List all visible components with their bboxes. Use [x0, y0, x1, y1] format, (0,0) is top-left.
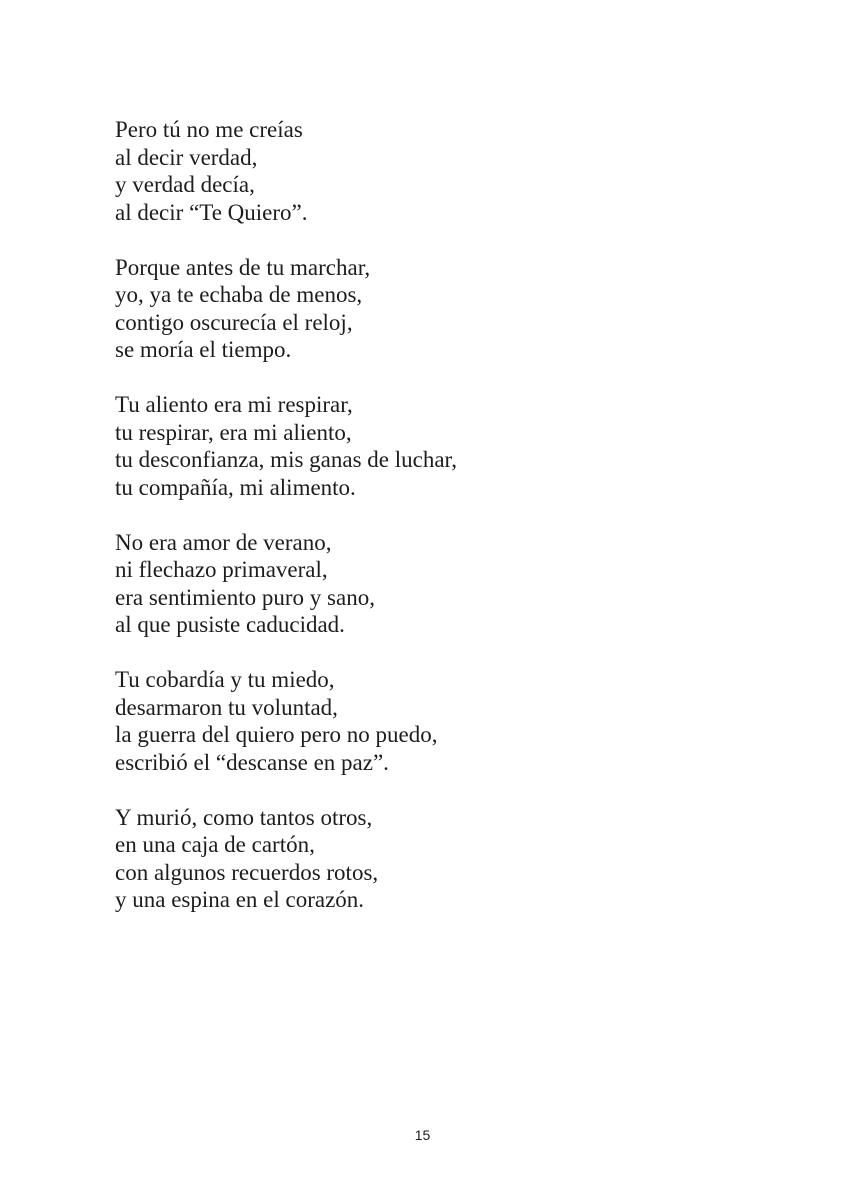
stanza-4 [115, 529, 795, 639]
poem-line: Porque antes de tu marchar, [115, 254, 371, 280]
stanza-5 [115, 666, 795, 776]
poem-line: desarmaron tu voluntad, [115, 694, 338, 720]
poem-line: en una caja de cartón, [115, 832, 315, 857]
poem-line: ni flechazo primaveral, [115, 557, 328, 582]
poem-line: No era amor de verano, [115, 529, 332, 555]
poem-line: Tu cobardía y tu miedo, [115, 667, 335, 692]
poem-line: Tu aliento era mi respirar, [115, 392, 353, 417]
poem-line: tu compañía, mi alimento. [115, 474, 356, 500]
stanza-2 [115, 254, 795, 364]
poem-line: al decir “Te Quiero”. [115, 199, 308, 225]
poem-line: al que pusiste caducidad. [115, 612, 345, 637]
poem-line: tu desconfianza, mis ganas de luchar, [115, 447, 458, 472]
page-number: 15 [414, 1127, 431, 1143]
poem-line: con algunos recuerdos rotos, [115, 859, 379, 885]
poem-line: Y murió, como tantos otros, [115, 804, 373, 830]
poem-line: tu respirar, era mi aliento, [115, 419, 352, 445]
poem-line: yo, ya te echaba de menos, [115, 282, 363, 307]
stanza-6 [115, 804, 795, 914]
poem [115, 116, 795, 941]
poem-line: era sentimiento puro y sano, [115, 584, 375, 610]
poem-line: y una espina en el corazón. [115, 887, 365, 912]
poem-line: la guerra del quiero pero no puedo, [115, 722, 438, 747]
poem-line: al decir verdad, [115, 144, 258, 170]
stanza-1 [115, 116, 795, 226]
poem-line: escribió el “descanse en paz”. [115, 749, 389, 775]
poem-line: se moría el tiempo. [115, 337, 292, 362]
poem-line: y verdad decía, [115, 172, 255, 197]
poem-line: Pero tú no me creías [115, 117, 303, 142]
stanza-3 [115, 391, 795, 501]
poem-line: contigo oscurecía el reloj, [115, 309, 353, 335]
